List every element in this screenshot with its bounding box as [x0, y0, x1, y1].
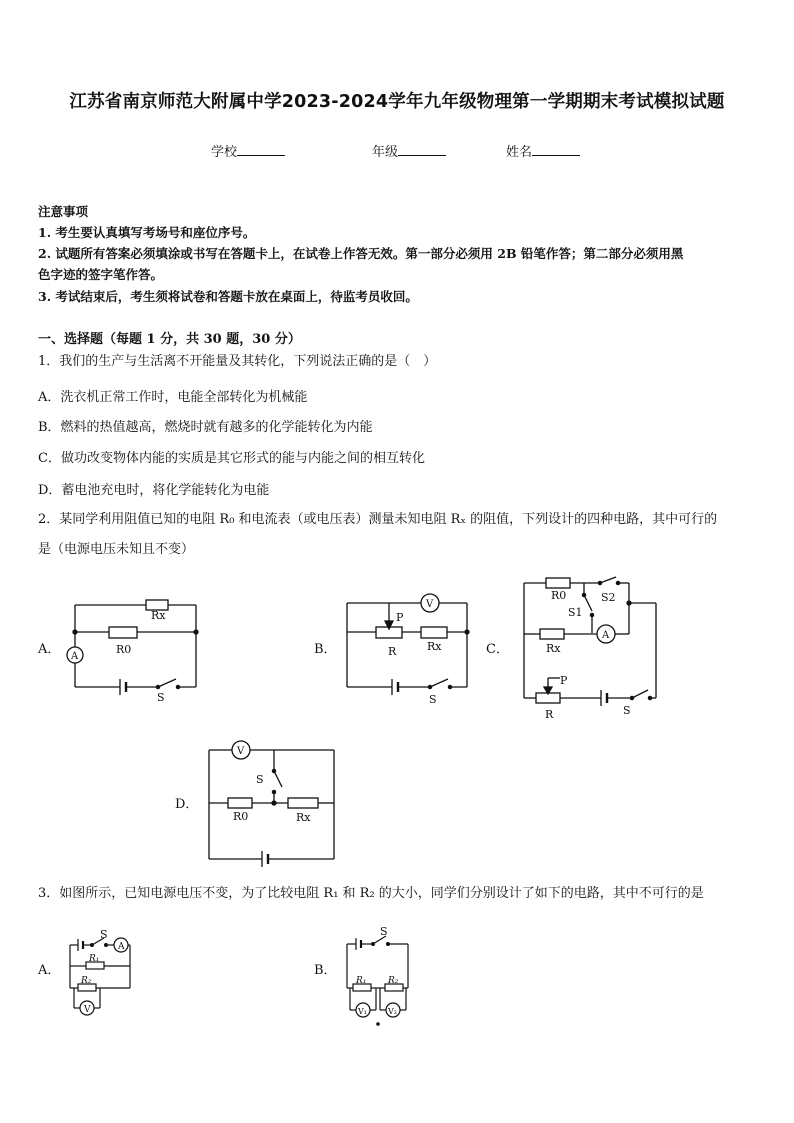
question-1-stem: 1．我们的生产与生活离不开能量及其转化，下列说法正确的是（ ）	[38, 354, 437, 369]
option-label[interactable]: A．	[38, 963, 61, 978]
question-2-circuits	[0, 575, 794, 870]
ammeter-label: A	[71, 651, 79, 662]
question-1-option-d[interactable]: D．蓄电池充电时，将化学能转化为电能	[38, 483, 270, 498]
r2-label: R₂	[81, 976, 92, 986]
page-title: 江苏省南京师范大附属中学2023-2024学年九年级物理第一学期期末考试模拟试题	[69, 92, 725, 112]
r2-label: R₂	[388, 976, 399, 986]
r1-label: R₁	[356, 976, 367, 986]
rx-label: Rx	[546, 642, 561, 655]
p-label: P	[560, 674, 568, 687]
r0-label: R0	[233, 810, 249, 823]
circuit-b	[347, 594, 469, 695]
option-label[interactable]: D．	[175, 797, 199, 812]
circuit-a	[67, 600, 198, 695]
notice-item: 1. 考生要认真填写考场号和座位序号。	[38, 225, 256, 240]
circuit-c	[524, 577, 656, 706]
voltmeter-label: V	[84, 1005, 91, 1015]
school-field[interactable]	[211, 141, 285, 160]
voltmeter-label: V	[237, 746, 245, 757]
switch-label: S	[157, 691, 165, 704]
option-label[interactable]: B．	[314, 963, 337, 978]
question-3-circuits	[0, 920, 794, 1030]
r-label: R	[388, 645, 397, 658]
school-label: 学校	[211, 145, 238, 160]
notice-heading: 注意事项	[38, 204, 89, 219]
switch-label: S	[623, 704, 631, 717]
rx-label: Rx	[427, 640, 442, 653]
ammeter-label: A	[118, 942, 125, 952]
r0-label: R0	[116, 643, 132, 656]
question-3-stem: 3．如图所示，已知电源电压不变，为了比较电阻 R₁ 和 R₂ 的大小，同学们分别设计了如下的电路，其中不可行的是	[38, 886, 704, 901]
option-label[interactable]: A．	[38, 642, 61, 657]
switch-label: S	[380, 925, 388, 938]
question-1-option-c[interactable]: C．做功改变物体内能的实质是其它形式的能与内能之间的相互转化	[38, 451, 425, 466]
switch-label: S	[429, 693, 437, 706]
circuit-d	[209, 741, 334, 867]
question-2-stem: 2．某同学利用阻值已知的电阻 R₀ 和电流表（或电压表）测量未知电阻 Rₓ 的阻值，下列设计的四种电路，其中可行的	[38, 512, 718, 527]
name-field[interactable]	[506, 141, 580, 160]
question-1-option-a[interactable]: A．洗衣机正常工作时，电能全部转化为机械能	[38, 390, 308, 405]
name-label: 姓名	[506, 145, 533, 160]
option-label[interactable]: C．	[486, 642, 509, 657]
question-2-stem: 是（电源电压未知且不变）	[38, 542, 195, 557]
voltmeter-1-label: V₁	[358, 1007, 367, 1016]
switch-label: S	[256, 773, 264, 786]
voltmeter-2-label: V₂	[388, 1007, 397, 1016]
s1-label: S1	[568, 606, 583, 619]
notice-item: 3. 考试结束后，考生须将试卷和答题卡放在桌面上，待监考员收回。	[38, 289, 418, 304]
r1-label: R₁	[89, 954, 100, 964]
grade-label: 年级	[372, 145, 399, 160]
voltmeter-label: V	[426, 599, 434, 610]
notice-item: 色字迹的签字笔作答。	[38, 267, 164, 282]
ammeter-label: A	[602, 630, 610, 641]
r0-label: R0	[551, 589, 567, 602]
question-1-option-b[interactable]: B．燃料的热值越高，燃烧时就有越多的化学能转化为内能	[38, 420, 373, 435]
notice-item: 2. 试题所有答案必须填涂或书写在答题卡上，在试卷上作答无效。第一部分必须用 2B 铅笔作答；第二部分必须用黑	[38, 246, 684, 261]
grade-field[interactable]	[372, 141, 446, 160]
rx-label: Rx	[296, 811, 311, 824]
s2-label: S2	[601, 591, 616, 604]
rx-label: Rx	[151, 609, 166, 622]
p-label: P	[396, 611, 404, 624]
switch-label: S	[100, 928, 108, 941]
r-label: R	[545, 708, 554, 721]
option-label[interactable]: B．	[314, 642, 337, 657]
section-heading: 一、选择题（每题 1 分，共 30 题，30 分）	[38, 332, 301, 347]
